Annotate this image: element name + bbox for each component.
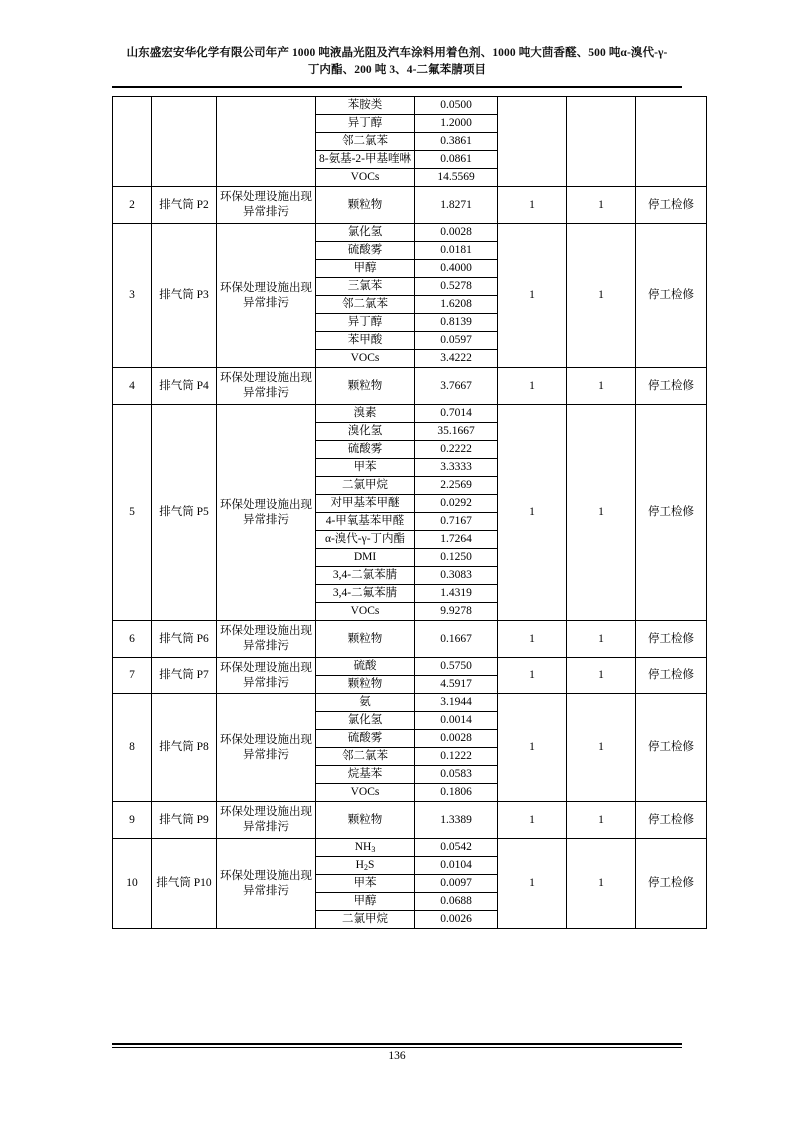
cell-pollutant: 溴素 <box>316 405 415 423</box>
cell-pollutant: 颗粒物 <box>316 368 415 405</box>
table-row <box>113 621 707 658</box>
cell-column-g: 1 <box>567 621 636 658</box>
cell-index: 8 <box>113 694 152 802</box>
cell-value: 0.0583 <box>415 766 498 784</box>
cell-cause: 环保处理设施出现异常排污 <box>217 802 316 839</box>
table-row <box>113 802 707 839</box>
cell-value: 35.1667 <box>415 423 498 441</box>
cell-cause: 环保处理设施出现异常排污 <box>217 405 316 621</box>
cell-value: 0.1667 <box>415 621 498 658</box>
cell-column-g: 1 <box>567 187 636 224</box>
table-row <box>113 368 707 405</box>
cell-measure: 停工检修 <box>636 802 707 839</box>
cell-value: 2.2569 <box>415 477 498 495</box>
cell-pollutant: $H_2S$ <box>316 857 415 875</box>
cell-index: 10 <box>113 839 152 929</box>
footer-divider-rule-thick <box>112 1043 682 1045</box>
cell-column-f: 1 <box>498 658 567 694</box>
cell-value: 0.0028 <box>415 730 498 748</box>
cell-pollutant: 苯胺类 <box>316 97 415 115</box>
cell-column-g: 1 <box>567 405 636 621</box>
cell-column-g: 1 <box>567 839 636 929</box>
cell-measure: 停工检修 <box>636 224 707 368</box>
cell-cause <box>217 97 316 187</box>
cell-index: 6 <box>113 621 152 658</box>
cell-pollutant: 颗粒物 <box>316 802 415 839</box>
cell-index: 3 <box>113 224 152 368</box>
cell-value: 0.0688 <box>415 893 498 911</box>
running-header <box>112 45 682 79</box>
cell-value: 0.1250 <box>415 549 498 567</box>
cell-measure: 停工检修 <box>636 621 707 658</box>
cell-column-f: 1 <box>498 694 567 802</box>
emission-table-container <box>112 96 694 929</box>
page-number: 136 <box>388 1050 406 1062</box>
cell-pollutant: 二氯甲烷 <box>316 911 415 929</box>
cell-pollutant: DMI <box>316 549 415 567</box>
cell-pollutant: 硫酸雾 <box>316 242 415 260</box>
cell-pollutant: 颗粒物 <box>316 187 415 224</box>
cell-value: 0.0097 <box>415 875 498 893</box>
cell-value: 0.3861 <box>415 133 498 151</box>
cell-value: 0.7167 <box>415 513 498 531</box>
cell-pollutant: 邻二氯苯 <box>316 133 415 151</box>
cell-column-f <box>498 97 567 187</box>
cell-pollutant: 甲醇 <box>316 893 415 911</box>
cell-measure: 停工检修 <box>636 658 707 694</box>
cell-index: 9 <box>113 802 152 839</box>
table-row <box>113 187 707 224</box>
cell-value: 0.2222 <box>415 441 498 459</box>
cell-value: 0.0181 <box>415 242 498 260</box>
cell-value: 0.5278 <box>415 278 498 296</box>
cell-pollutant: 颗粒物 <box>316 621 415 658</box>
cell-value: 0.0542 <box>415 839 498 857</box>
cell-index: 4 <box>113 368 152 405</box>
cell-value: 0.5750 <box>415 658 498 676</box>
cell-cause: 环保处理设施出现异常排污 <box>217 658 316 694</box>
cell-value: 1.2000 <box>415 115 498 133</box>
cell-stack: 排气筒 P4 <box>152 368 217 405</box>
cell-pollutant: 烷基苯 <box>316 766 415 784</box>
cell-stack <box>152 97 217 187</box>
cell-pollutant: 3,4-二氟苯腈 <box>316 585 415 603</box>
cell-cause: 环保处理设施出现异常排污 <box>217 187 316 224</box>
emission-table <box>112 96 707 929</box>
cell-column-f: 1 <box>498 405 567 621</box>
cell-cause: 环保处理设施出现异常排污 <box>217 368 316 405</box>
table-row <box>113 694 707 712</box>
cell-stack: 排气筒 P5 <box>152 405 217 621</box>
cell-column-g <box>567 97 636 187</box>
cell-measure: 停工检修 <box>636 368 707 405</box>
cell-value: 0.0292 <box>415 495 498 513</box>
table-row <box>113 658 707 676</box>
cell-column-f: 1 <box>498 802 567 839</box>
cell-pollutant: 三氯苯 <box>316 278 415 296</box>
cell-column-g: 1 <box>567 224 636 368</box>
cell-pollutant: 硫酸雾 <box>316 730 415 748</box>
cell-column-g: 1 <box>567 694 636 802</box>
cell-pollutant: 氯化氢 <box>316 224 415 242</box>
cell-stack: 排气筒 P7 <box>152 658 217 694</box>
table-row <box>113 97 707 115</box>
cell-cause: 环保处理设施出现异常排污 <box>217 621 316 658</box>
cell-pollutant: 氯化氢 <box>316 712 415 730</box>
cell-pollutant: 甲苯 <box>316 875 415 893</box>
cell-column-g: 1 <box>567 368 636 405</box>
cell-pollutant: VOCs <box>316 350 415 368</box>
cell-value: 3.7667 <box>415 368 498 405</box>
cell-pollutant: 4-甲氧基苯甲醛 <box>316 513 415 531</box>
cell-value: 0.0028 <box>415 224 498 242</box>
cell-value: 3.3333 <box>415 459 498 477</box>
cell-index: 2 <box>113 187 152 224</box>
cell-value: 0.3083 <box>415 567 498 585</box>
cell-value: 0.1222 <box>415 748 498 766</box>
cell-measure: 停工检修 <box>636 694 707 802</box>
table-row <box>113 224 707 242</box>
cell-index: 7 <box>113 658 152 694</box>
cell-pollutant: 氨 <box>316 694 415 712</box>
cell-pollutant: 3,4-二氯苯腈 <box>316 567 415 585</box>
cell-pollutant: 苯甲酸 <box>316 332 415 350</box>
cell-value: 3.1944 <box>415 694 498 712</box>
cell-pollutant: 颗粒物 <box>316 676 415 694</box>
cell-value: 0.4000 <box>415 260 498 278</box>
cell-value: 0.0026 <box>415 911 498 929</box>
cell-column-f: 1 <box>498 187 567 224</box>
cell-pollutant: VOCs <box>316 169 415 187</box>
cell-value: 9.9278 <box>415 603 498 621</box>
cell-value: 0.8139 <box>415 314 498 332</box>
cell-value: 0.0597 <box>415 332 498 350</box>
cell-value: 1.8271 <box>415 187 498 224</box>
cell-value: 3.4222 <box>415 350 498 368</box>
cell-measure: 停工检修 <box>636 839 707 929</box>
cell-value: 0.0861 <box>415 151 498 169</box>
running-header-line-2: 丁内酯、200 吨 3、4-二氟苯腈项目 <box>307 64 487 76</box>
cell-pollutant: 邻二氯苯 <box>316 296 415 314</box>
cell-pollutant: 硫酸 <box>316 658 415 676</box>
emission-table-body <box>113 97 707 929</box>
running-header-line-1: 山东盛宏安华化学有限公司年产 1000 吨液晶光阻及汽车涂料用着色剂、1000 吨大茴香醛、500 吨α-溴代-γ- <box>126 47 668 59</box>
cell-index: 5 <box>113 405 152 621</box>
cell-pollutant: 溴化氢 <box>316 423 415 441</box>
cell-column-g: 1 <box>567 658 636 694</box>
cell-value: 1.6208 <box>415 296 498 314</box>
cell-value: 0.7014 <box>415 405 498 423</box>
cell-value: 4.5917 <box>415 676 498 694</box>
cell-value: 14.5569 <box>415 169 498 187</box>
cell-stack: 排气筒 P2 <box>152 187 217 224</box>
cell-value: 1.3389 <box>415 802 498 839</box>
cell-pollutant: 二氯甲烷 <box>316 477 415 495</box>
cell-value: 0.0104 <box>415 857 498 875</box>
cell-stack: 排气筒 P6 <box>152 621 217 658</box>
cell-column-f: 1 <box>498 368 567 405</box>
cell-index <box>113 97 152 187</box>
cell-column-f: 1 <box>498 224 567 368</box>
cell-pollutant: 8-氨基-2-甲基喹啉 <box>316 151 415 169</box>
cell-value: 0.0500 <box>415 97 498 115</box>
cell-column-f: 1 <box>498 621 567 658</box>
cell-stack: 排气筒 P10 <box>152 839 217 929</box>
cell-pollutant: 硫酸雾 <box>316 441 415 459</box>
cell-pollutant: α-溴代-γ-丁内酯 <box>316 531 415 549</box>
cell-value: 0.0014 <box>415 712 498 730</box>
cell-value: 1.4319 <box>415 585 498 603</box>
table-row <box>113 405 707 423</box>
header-divider-rule <box>112 86 682 88</box>
cell-stack: 排气筒 P3 <box>152 224 217 368</box>
cell-pollutant: 异丁醇 <box>316 314 415 332</box>
cell-pollutant: 异丁醇 <box>316 115 415 133</box>
cell-cause: 环保处理设施出现异常排污 <box>217 224 316 368</box>
cell-stack: 排气筒 P8 <box>152 694 217 802</box>
cell-measure: 停工检修 <box>636 187 707 224</box>
cell-cause: 环保处理设施出现异常排污 <box>217 839 316 929</box>
footer-divider-rule-thin <box>112 1047 682 1048</box>
cell-pollutant: VOCs <box>316 784 415 802</box>
cell-stack: 排气筒 P9 <box>152 802 217 839</box>
cell-column-f: 1 <box>498 839 567 929</box>
cell-pollutant: 对甲基苯甲醚 <box>316 495 415 513</box>
cell-value: 1.7264 <box>415 531 498 549</box>
cell-pollutant: 邻二氯苯 <box>316 748 415 766</box>
cell-pollutant: 甲苯 <box>316 459 415 477</box>
cell-pollutant: $NH_3$ <box>316 839 415 857</box>
table-row <box>113 839 707 857</box>
cell-measure: 停工检修 <box>636 405 707 621</box>
cell-cause: 环保处理设施出现异常排污 <box>217 694 316 802</box>
cell-pollutant: VOCs <box>316 603 415 621</box>
cell-value: 0.1806 <box>415 784 498 802</box>
cell-measure <box>636 97 707 187</box>
cell-pollutant: 甲醇 <box>316 260 415 278</box>
cell-column-g: 1 <box>567 802 636 839</box>
